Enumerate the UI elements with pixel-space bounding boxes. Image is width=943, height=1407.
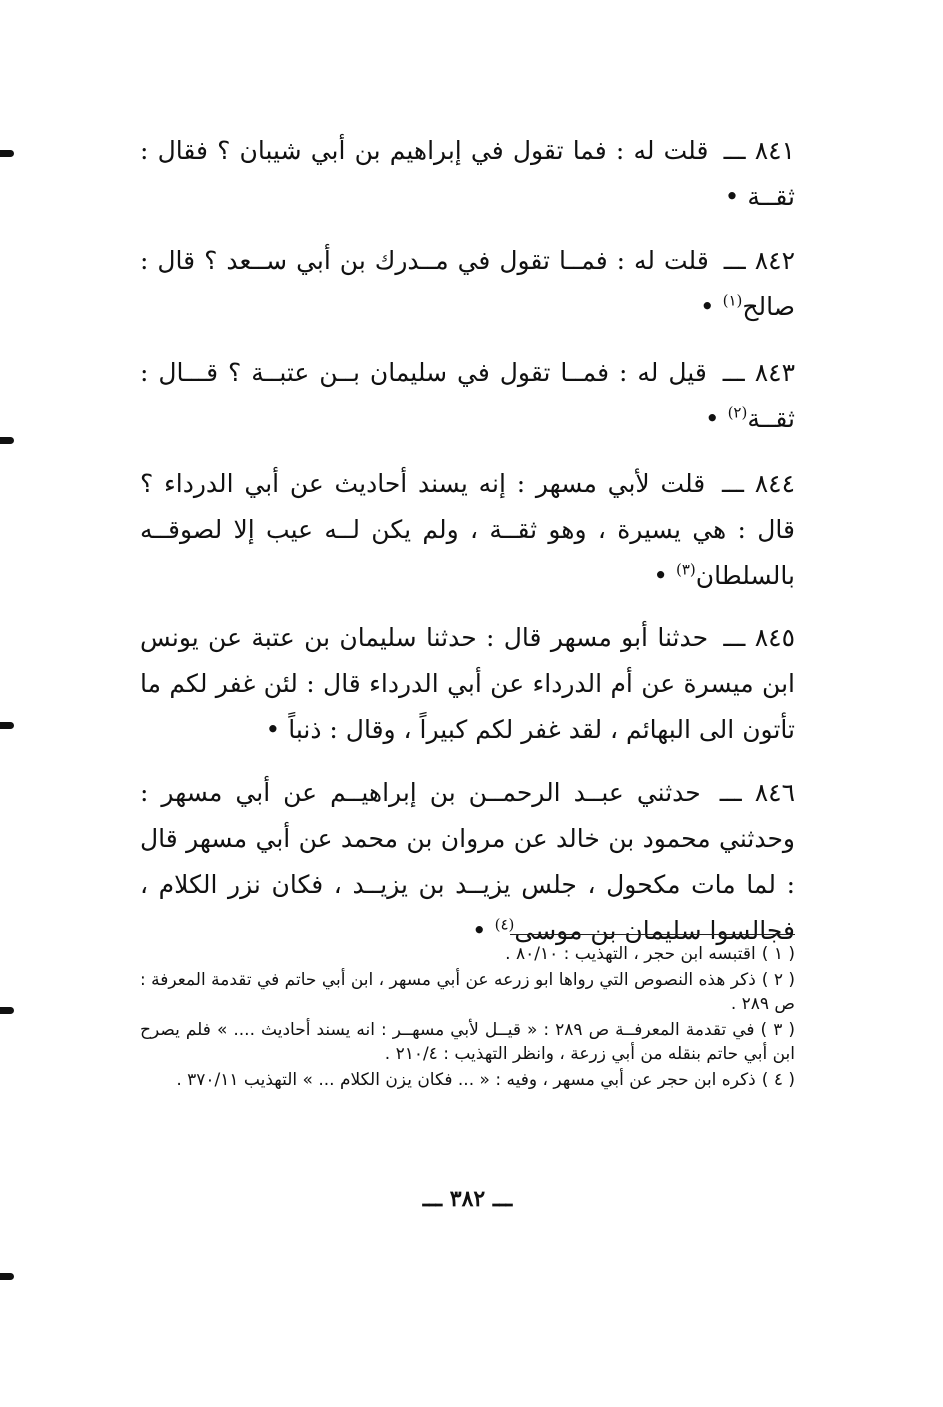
footnote-text: اقتبسه ابن حجر ، التهذيب : ٨٠/١٠ . [505, 944, 756, 964]
footnote-text: ذكره ابن حجر عن أبي مسهر ، وفيه : « ... فكان يزن الكلام ... » التهذيب ٣٧٠/١١ . [176, 1070, 756, 1090]
footnote-marker: ( ٤ ) [761, 1070, 795, 1090]
scan-mark [0, 1007, 14, 1014]
footnote-divider [510, 934, 795, 935]
page-number: ـــ ٣٨٢ ـــ [422, 1186, 513, 1212]
footnote-text: في تقدمة المعرفــة ص ٢٨٩ : « قيــل لأبي مسهــر : انه يسند أحاديث .... » فلم يصرح ابن أبي حاتم بنقله من أبي زرعة ، وانظر التهذيب : ٢١٠/٤ . [140, 1020, 795, 1064]
footnote-3 [140, 1018, 795, 1066]
entry-843 [140, 350, 795, 442]
footnote-1 [140, 942, 795, 966]
entry-number: ٨٤١ ـــ [723, 136, 795, 165]
footnote-4 [140, 1068, 795, 1092]
entry-end: • [704, 404, 728, 433]
footnotes [140, 942, 795, 1094]
footnote-marker: ( ٣ ) [760, 1020, 796, 1040]
entry-end: • [699, 292, 723, 321]
scan-mark [0, 437, 14, 444]
scan-mark [0, 150, 14, 157]
entry-845 [140, 615, 795, 753]
footnote-marker: ( ١ ) [761, 944, 795, 964]
footnote-marker: ( ٢ ) [761, 970, 795, 990]
entry-841 [140, 128, 795, 220]
entry-number: ٨٤٣ ـــ [722, 358, 796, 387]
entry-end: • [471, 916, 495, 945]
entry-number: ٨٤٦ ـــ [719, 778, 796, 807]
entry-text: قلت لأبي مسهر : إنه يسند أحاديث عن أبي الدرداء ؟ قال : هي يسيرة ، وهو ثقــة ، ولم يكن لــه عيب إلا لصوقــه بالسلطان [140, 469, 795, 590]
entry-846 [140, 770, 795, 954]
footnote-2 [140, 968, 795, 1016]
entry-end: • [653, 561, 676, 590]
entry-text: قلت له : فما تقول في إبراهيم بن أبي شيبان ؟ فقال : ثقــة • [140, 136, 795, 211]
entry-number: ٨٤٤ ـــ [721, 469, 796, 498]
entry-text: قيل له : فمــا تقول في سليمان بــن عتبــة ؟ قـــال : ثقــة [140, 358, 795, 433]
entry-number: ٨٤٥ ـــ [723, 623, 796, 652]
entry-text: قلت له : فمــا تقول في مــدرك بن أبي ســعد ؟ قال : صالح [140, 246, 795, 321]
entry-842 [140, 238, 795, 330]
footnote-ref: (١) [722, 291, 743, 310]
footnote-text: ذكر هذه النصوص التي رواها ابو زرعه عن أبي مسهر ، ابن أبي حاتم في تقدمة المعرفة : ص ٢٨٩ . [140, 970, 795, 1014]
entry-844 [140, 461, 795, 599]
entry-text: حدثنا أبو مسهر قال : حدثنا سليمان بن عتبة عن يونس ابن ميسرة عن أم الدرداء عن أبي الدرداء قال : لئن غفر لكم ما تأتون الى البهائم ، لقد غفر لكم كبيراً ، وقال : ذنباً • [140, 623, 795, 744]
entry-number: ٨٤٢ ـــ [723, 246, 796, 275]
footnote-ref: (٢) [727, 403, 748, 422]
scan-mark [0, 1273, 14, 1280]
footnote-ref: (٤) [494, 915, 515, 934]
scan-mark [0, 722, 14, 729]
footnote-ref: (٣) [675, 560, 696, 579]
entry-text: حدثني عبــد الرحمــن بن إبراهيــم عن أبي مسهر : وحدثني محمود بن خالد عن مروان بن محمد عن أبي مسهر قال : لما مات مكحول ، جلس يزيــد بن يزيــد ، فكان نزر الكلام ، فجالسوا سليمان بن موسى [140, 778, 795, 945]
book-page [140, 128, 795, 1388]
